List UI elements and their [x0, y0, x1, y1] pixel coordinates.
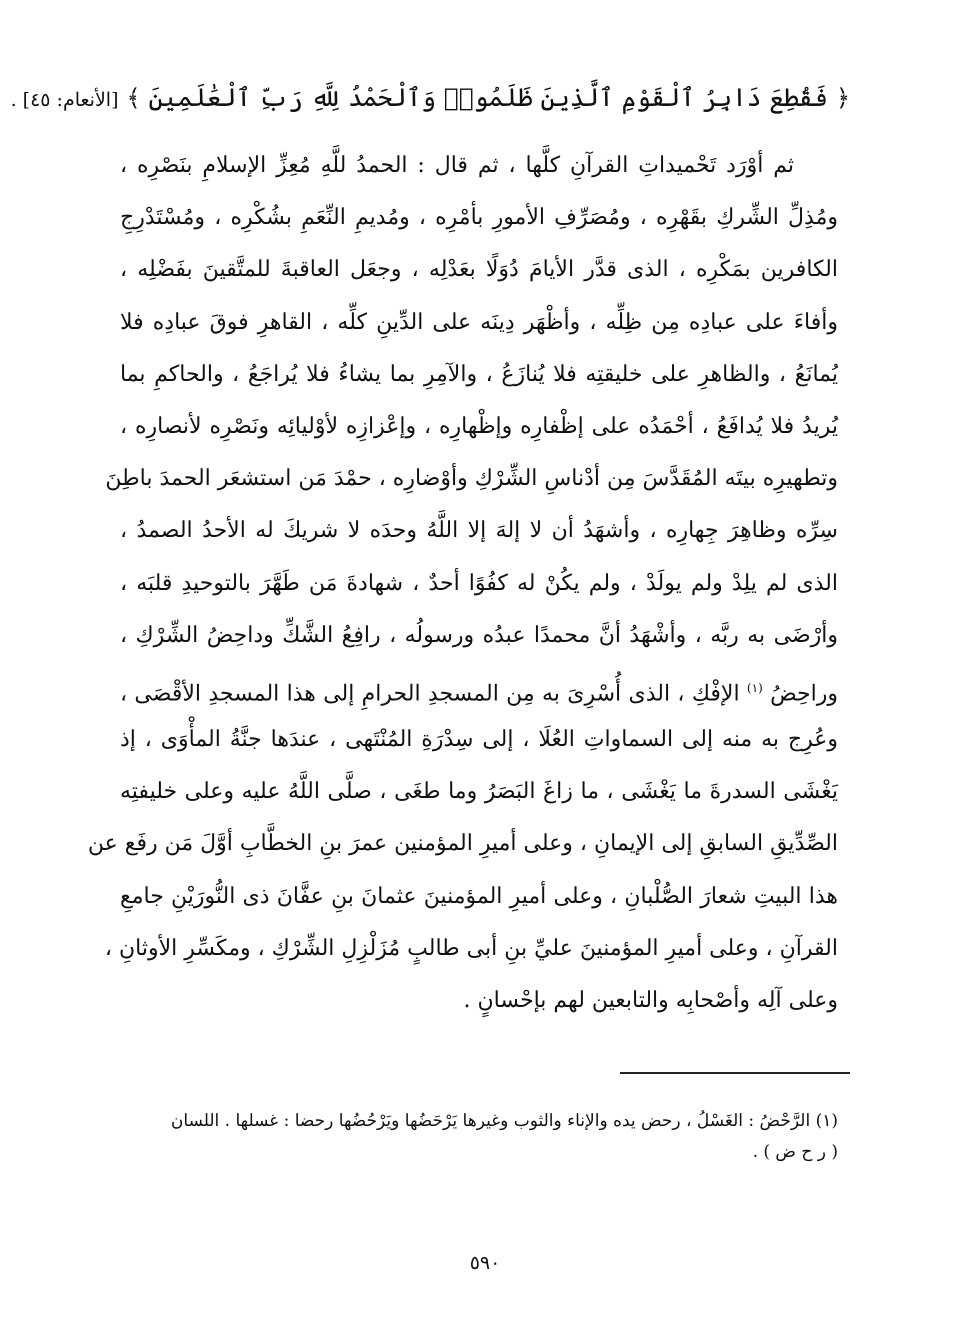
text-segment: الإفْكِ ، الذى أُسْرِىَ به مِن المسجدِ الحرامِ إلى هذا المسجدِ الأقْصَى ،	[120, 681, 740, 707]
footnote-divider	[620, 1072, 850, 1074]
text-line: يُمانَعُ ، والظاهرِ على خليقتِه فلا يُنازَعُ ، والآمِرِ بما يشاءُ فلا يُراجَعُ ، والحاكمِ بما	[120, 361, 838, 387]
verse-reference: [الأنعام: ٤٥] .	[10, 89, 119, 111]
text-line-with-footnote	[120, 662, 838, 714]
main-paragraph	[87, 140, 839, 1027]
text-line: ومُذِلِّ الشِّركِ بقَهْرِه ، ومُصَرِّفِ الأمورِ بأمْرِه ، ومُديمِ النِّعَمِ بشُكْرِه ، ومُسْتَدْرِجِ	[120, 205, 838, 231]
text-line: وأفاءَ على عبادِه مِن ظِلِّه ، وأظْهَر دِينَه على الدِّينِ كلِّه ، القاهرِ فوقَ عبادِه فلا	[120, 309, 838, 335]
text-line: وتطهيرِه بيتَه المُقَدَّسَ مِن أدْناسِ الشِّرْكِ وأوْضارِه ، حمْدَ مَن استشعَر الحمدَ باطِنَ	[105, 466, 838, 492]
quran-verse-heading	[10, 78, 850, 120]
footnote-line: (١) الرَّحْضُ : الغَسْلُ ، رحض يده والإناء والثوب وغيرها يَرْحَضُها ويَرْحُضُها رحضا : غسلها . اللسان	[170, 1111, 838, 1131]
verse-close-ornament: ﴾	[126, 84, 141, 112]
text-line: وعُرِج به منه إلى السماواتِ العُلَا ، إلى سِدْرَةِ المُنْتَهى ، عندَها جنَّةُ المأْوَى ، إذ	[120, 727, 838, 753]
text-line: ثم أوْرَد تَحْميداتِ القرآنِ كلَّها ، ثم قال : الحمدُ للَّهِ مُعِزِّ الإسلامِ بنَصْرِه ،	[120, 153, 794, 178]
text-line: هذا البيتِ شعارَ الصُّلْبانِ ، وعلى أميرِ المؤمنينَ عثمانَ بنِ عفَّانَ ذى النُّورَيْنِ جامعِ	[120, 883, 838, 909]
text-line: يَغْشَى السدرةَ ما يَغْشَى ، ما زاغَ البَصَرُ وما طغَى ، صلَّى اللَّهُ عليه وعلى خليفتِه	[120, 779, 838, 805]
text-line: الصِّدِّيقِ السابقِ إلى الإيمانِ ، وعلى أميرِ المؤمنين عمرَ بنِ الخطَّابِ أوَّلَ مَن رفَع عن	[87, 831, 838, 857]
verse-open-ornament: ﴿	[835, 84, 850, 112]
text-line: وعلى آلِه وأصْحابِه والتابعين لهم بإحْسانٍ .	[463, 988, 838, 1013]
footnote-marker: (١)	[746, 680, 763, 695]
footnote-line: ( ر ح ض ) .	[752, 1142, 838, 1162]
text-segment: وراحِضُ	[770, 681, 839, 707]
text-line: وأرْضَى به ربَّه ، وأشْهَدُ أنَّ محمدًا عبدُه ورسولُه ، رافِعُ الشَّكِّ وداحِضُ الشِّرْكِ ،	[120, 622, 838, 648]
text-line: يُريدُ فلا يُدافَعُ ، أحْمَدُه على إظْفارِه وإظْهارِه ، وإعْزازِه لأوْليائِه ونَصْرِه لأنصارِه ،	[120, 413, 838, 439]
footnote	[120, 1106, 838, 1168]
text-line: سِرِّه وظاهِرَ جِهارِه ، وأشهَدُ أن لا إلهَ إلا اللَّهُ وحدَه لا شريكَ له الأحدُ الصمدُ ،	[120, 518, 838, 544]
verse-text: فَقُطِعَ دَابِرُ ٱلْقَوْمِ ٱلَّذِينَ ظَلَمُوا۟ وَٱلْحَمْدُ لِلَّهِ رَبِّ ٱلْعَٰلَمِينَ	[148, 83, 828, 112]
text-line: القرآنِ ، وعلى أميرِ المؤمنينَ عليِّ بنِ أبى طالبٍ مُزَلْزِلِ الشِّرْكِ ، ومكَسِّرِ الأوثانِ ،	[104, 935, 838, 961]
text-line: الذى لم يلِدْ ولم يولَدْ ، ولم يكُنْ له كفُوًا أحدٌ ، شهادةَ مَن طَهَّرَ بالتوحيدِ قلبَه ،	[120, 570, 838, 596]
text-line: الكافرين بمَكْرِه ، الذى قدَّر الأيامَ دُوَلًا بعَدْلِه ، وجعَل العاقبةَ للمتَّقينَ بفَضْلِه ،	[120, 257, 838, 283]
page-number: ٥٩٠	[469, 1252, 501, 1274]
